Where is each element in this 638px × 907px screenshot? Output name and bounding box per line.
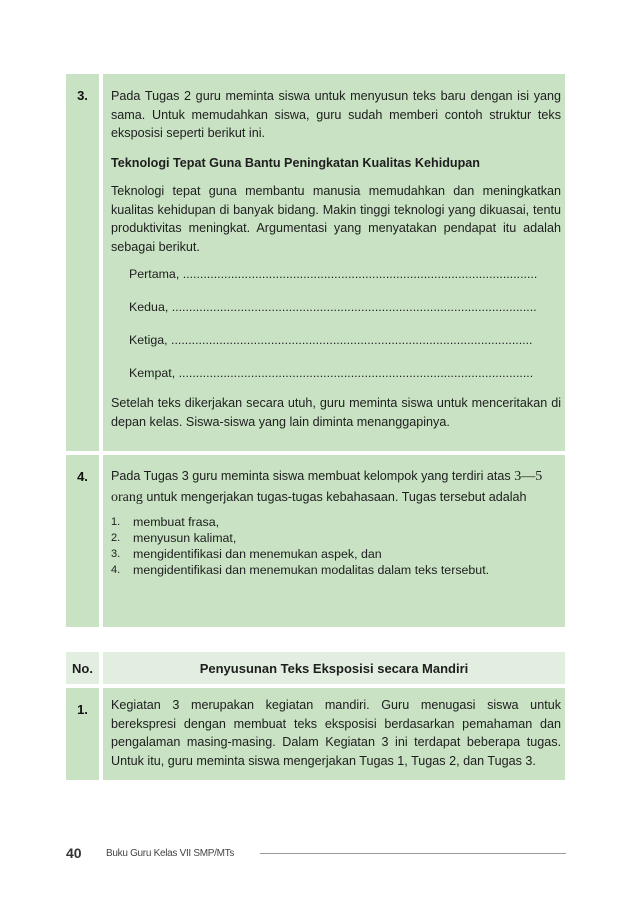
table2-row-text: Kegiatan 3 merupakan kegiatan mandiri. Guru menugasi siswa untuk berekspresi dengan membuat teks eksposisi berdasarkan pemahaman dan pengalaman masing-masing. Dalam Kegiatan 3 ini terdapat beberapa tugas. Untuk itu, guru meminta siswa mengerjakan Tugas 1, Tugas 2, dan Tugas 3. bbox=[111, 698, 561, 768]
table2-number-cell bbox=[66, 688, 99, 780]
footer-rule bbox=[260, 853, 566, 854]
list-item: 1. membuat frasa, bbox=[111, 515, 220, 529]
item-number: 4. bbox=[77, 469, 88, 484]
example-paragraph: Teknologi tepat guna membantu manusia memudahkan dan meningkatkan kualitas kehidupan di banyak bidang. Makin tinggi teknologi yang dikuasai, tentu produktivitas meningkat. Argumentasi yang menyatakan pendapat itu adalah sebagai berikut. bbox=[111, 184, 561, 254]
item-4-number-cell bbox=[66, 455, 99, 627]
list-item: 2. menyusun kalimat, bbox=[111, 531, 237, 545]
row-number: 1. bbox=[77, 702, 88, 717]
list-item: 4. mengidentifikasi dan menemukan modalitas dalam teks tersebut. bbox=[111, 563, 490, 577]
group-size-range: 3—5 bbox=[514, 469, 543, 484]
task-list bbox=[103, 514, 565, 578]
item-3-number-cell bbox=[66, 74, 99, 451]
argument-line-2: Kedua, .......................................................................................................... bbox=[129, 300, 537, 314]
item-4-intro: Pada Tugas 3 guru meminta siswa membuat kelompok yang terdiri atas 3—5 orang untuk mengerjakan tugas-tugas kebahasaan. Tugas tersebut adalah bbox=[111, 469, 543, 505]
book-title: Buku Guru Kelas VII SMP/MTs bbox=[106, 847, 235, 859]
argument-line-4: Kempat, ....................................................................................................... bbox=[129, 366, 534, 380]
item-3-intro: Pada Tugas 2 guru meminta siswa untuk menyusun teks baru dengan isi yang sama. Untuk memudahkan siswa, guru sudah memberi contoh struktur teks eksposisi seperti berikut ini. bbox=[111, 89, 561, 140]
list-item: 3. mengidentifikasi dan menemukan aspek, dan bbox=[111, 547, 382, 561]
item-number: 3. bbox=[77, 88, 88, 103]
page-footer bbox=[66, 845, 566, 861]
item-3-closing: Setelah teks dikerjakan secara utuh, guru meminta siswa untuk menceritakan di depan kelas. Siswa-siswa yang lain diminta menanggapinya. bbox=[111, 396, 561, 429]
argument-line-1: Pertama, ....................................................................................................... bbox=[129, 267, 538, 281]
example-title: Teknologi Tepat Guna Bantu Peningkatan Kualitas Kehidupan bbox=[111, 155, 480, 170]
item-3-content-cell bbox=[103, 74, 565, 451]
table-header-title: Penyusunan Teks Eksposisi secara Mandiri bbox=[103, 652, 565, 684]
item-4-content-cell bbox=[103, 455, 565, 627]
table-header-no: No. bbox=[66, 652, 99, 684]
table2-content-cell bbox=[103, 688, 565, 780]
argument-line-3: Ketiga, ......................................................................................................... bbox=[129, 333, 533, 347]
group-size-unit: orang bbox=[111, 490, 143, 505]
page-number: 40 bbox=[66, 845, 82, 861]
